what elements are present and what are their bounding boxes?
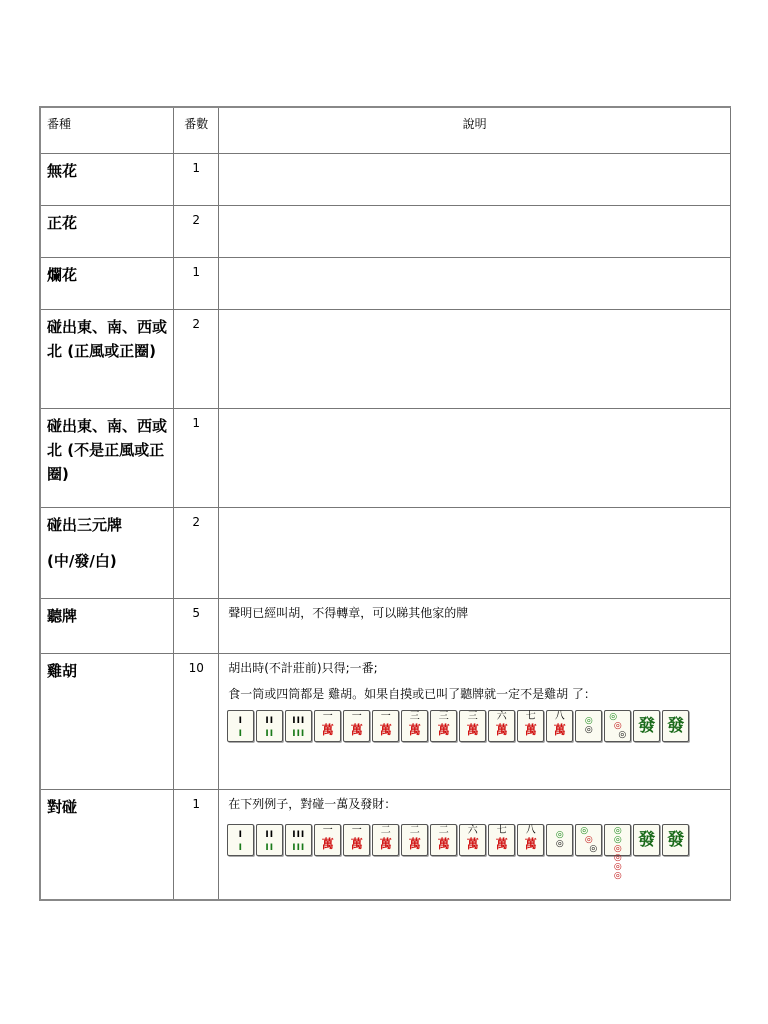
fan-description (219, 205, 731, 257)
fan-points: 2 (192, 316, 201, 331)
header-row (40, 107, 731, 153)
character-6-tile: 六 萬 (459, 824, 486, 856)
table-row (40, 507, 731, 598)
character-2-tile: 二 萬 (372, 824, 399, 856)
fan-description (219, 507, 731, 598)
fan-description (219, 598, 731, 653)
header-description: 說明 (462, 117, 487, 131)
green-dragon-tile: 發 (633, 710, 660, 742)
example-hand (219, 710, 730, 742)
header-desc-cell (219, 107, 731, 153)
fan-type-name: 爛花 (47, 265, 78, 284)
character-2-tile: 二 萬 (430, 824, 457, 856)
circle-6-tile: ◎ ◎ ◎ ◎ ◎ ◎ (604, 824, 631, 856)
character-7-tile: 七 萬 (517, 710, 544, 742)
character-7-tile: 七 萬 (488, 824, 515, 856)
fan-type-name: 聽牌 (47, 606, 78, 625)
fan-type-name: 無花 (47, 161, 78, 180)
bamboo-1-tile: I I (227, 710, 254, 742)
fan-description (219, 257, 731, 309)
character-1-tile: 一 萬 (343, 710, 370, 742)
fan-points: 2 (192, 514, 201, 529)
bamboo-2-tile: II II (256, 824, 283, 856)
bamboo-2-tile: II II (256, 710, 283, 742)
circle-2-tile: ◎ ◎ (546, 824, 573, 856)
fan-description (219, 309, 731, 408)
description-text: 在下列例子，對碰一萬及發財： (228, 796, 397, 811)
fan-points: 2 (192, 212, 201, 227)
fan-points: 10 (188, 660, 204, 675)
table-row (40, 205, 731, 257)
character-3-tile: 三 萬 (430, 710, 457, 742)
table-row (40, 653, 731, 789)
table-row (40, 408, 731, 507)
green-dragon-tile: 發 (633, 824, 660, 856)
table-row (40, 309, 731, 408)
character-8-tile: 八 萬 (546, 710, 573, 742)
fan-points: 1 (192, 264, 201, 279)
character-1-tile: 一 萬 (343, 824, 370, 856)
green-dragon-tile: 發 (662, 710, 689, 742)
header-points: 番數 (184, 117, 209, 131)
character-1-tile: 一 萬 (314, 824, 341, 856)
character-8-tile: 八 萬 (517, 824, 544, 856)
fan-points: 1 (192, 415, 201, 430)
circle-3-tile: ◎ ◎ ◎ (604, 710, 631, 742)
fan-type-name: 正花 (47, 213, 78, 232)
character-6-tile: 六 萬 (488, 710, 515, 742)
table-row (40, 598, 731, 653)
fan-type-name: 碰出東、南、西或北 (正風或正圈) (47, 317, 168, 360)
fan-description (219, 408, 731, 507)
bamboo-3-tile: III III (285, 710, 312, 742)
character-1-tile: 一 萬 (314, 710, 341, 742)
header-points-cell (174, 107, 219, 153)
character-3-tile: 三 萬 (459, 710, 486, 742)
bamboo-1-tile: I I (227, 824, 254, 856)
circle-2-tile: ◎ ◎ (575, 710, 602, 742)
fan-points: 1 (192, 796, 201, 811)
character-2-tile: 二 萬 (401, 824, 428, 856)
fan-points: 1 (192, 160, 201, 175)
bamboo-3-tile: III III (285, 824, 312, 856)
green-dragon-tile: 發 (662, 824, 689, 856)
fan-type-name: 對碰 (47, 797, 78, 816)
table-row (40, 153, 731, 205)
character-3-tile: 三 萬 (401, 710, 428, 742)
example-hand (219, 824, 730, 881)
description-text: 食一筒或四筒都是 雞胡。如果自摸或已叫了聽牌就一定不是雞胡 了： (228, 686, 596, 701)
fan-description (219, 653, 731, 789)
circle-3-tile: ◎ ◎ ◎ (575, 824, 602, 856)
description-text: 胡出時(不計莊前)只得;一番; (228, 660, 378, 675)
fan-type-name: 碰出三元牌 (47, 515, 123, 534)
fan-type-subname: (中/發/白) (47, 551, 117, 570)
fan-description (219, 153, 731, 205)
fan-description (219, 789, 731, 900)
header-type-cell (40, 107, 174, 153)
table-row (40, 789, 731, 900)
fan-type-name: 雞胡 (47, 661, 78, 680)
header-type: 番種 (47, 117, 72, 131)
character-1-tile: 一 萬 (372, 710, 399, 742)
scoring-table (39, 106, 731, 901)
fan-type-name: 碰出東、南、西或北 (不是正風或正圈) (47, 416, 168, 483)
fan-points: 5 (192, 605, 201, 620)
table-row (40, 257, 731, 309)
description-text: 聲明已經叫胡，不得轉章，可以睇其他家的牌 (228, 605, 469, 620)
